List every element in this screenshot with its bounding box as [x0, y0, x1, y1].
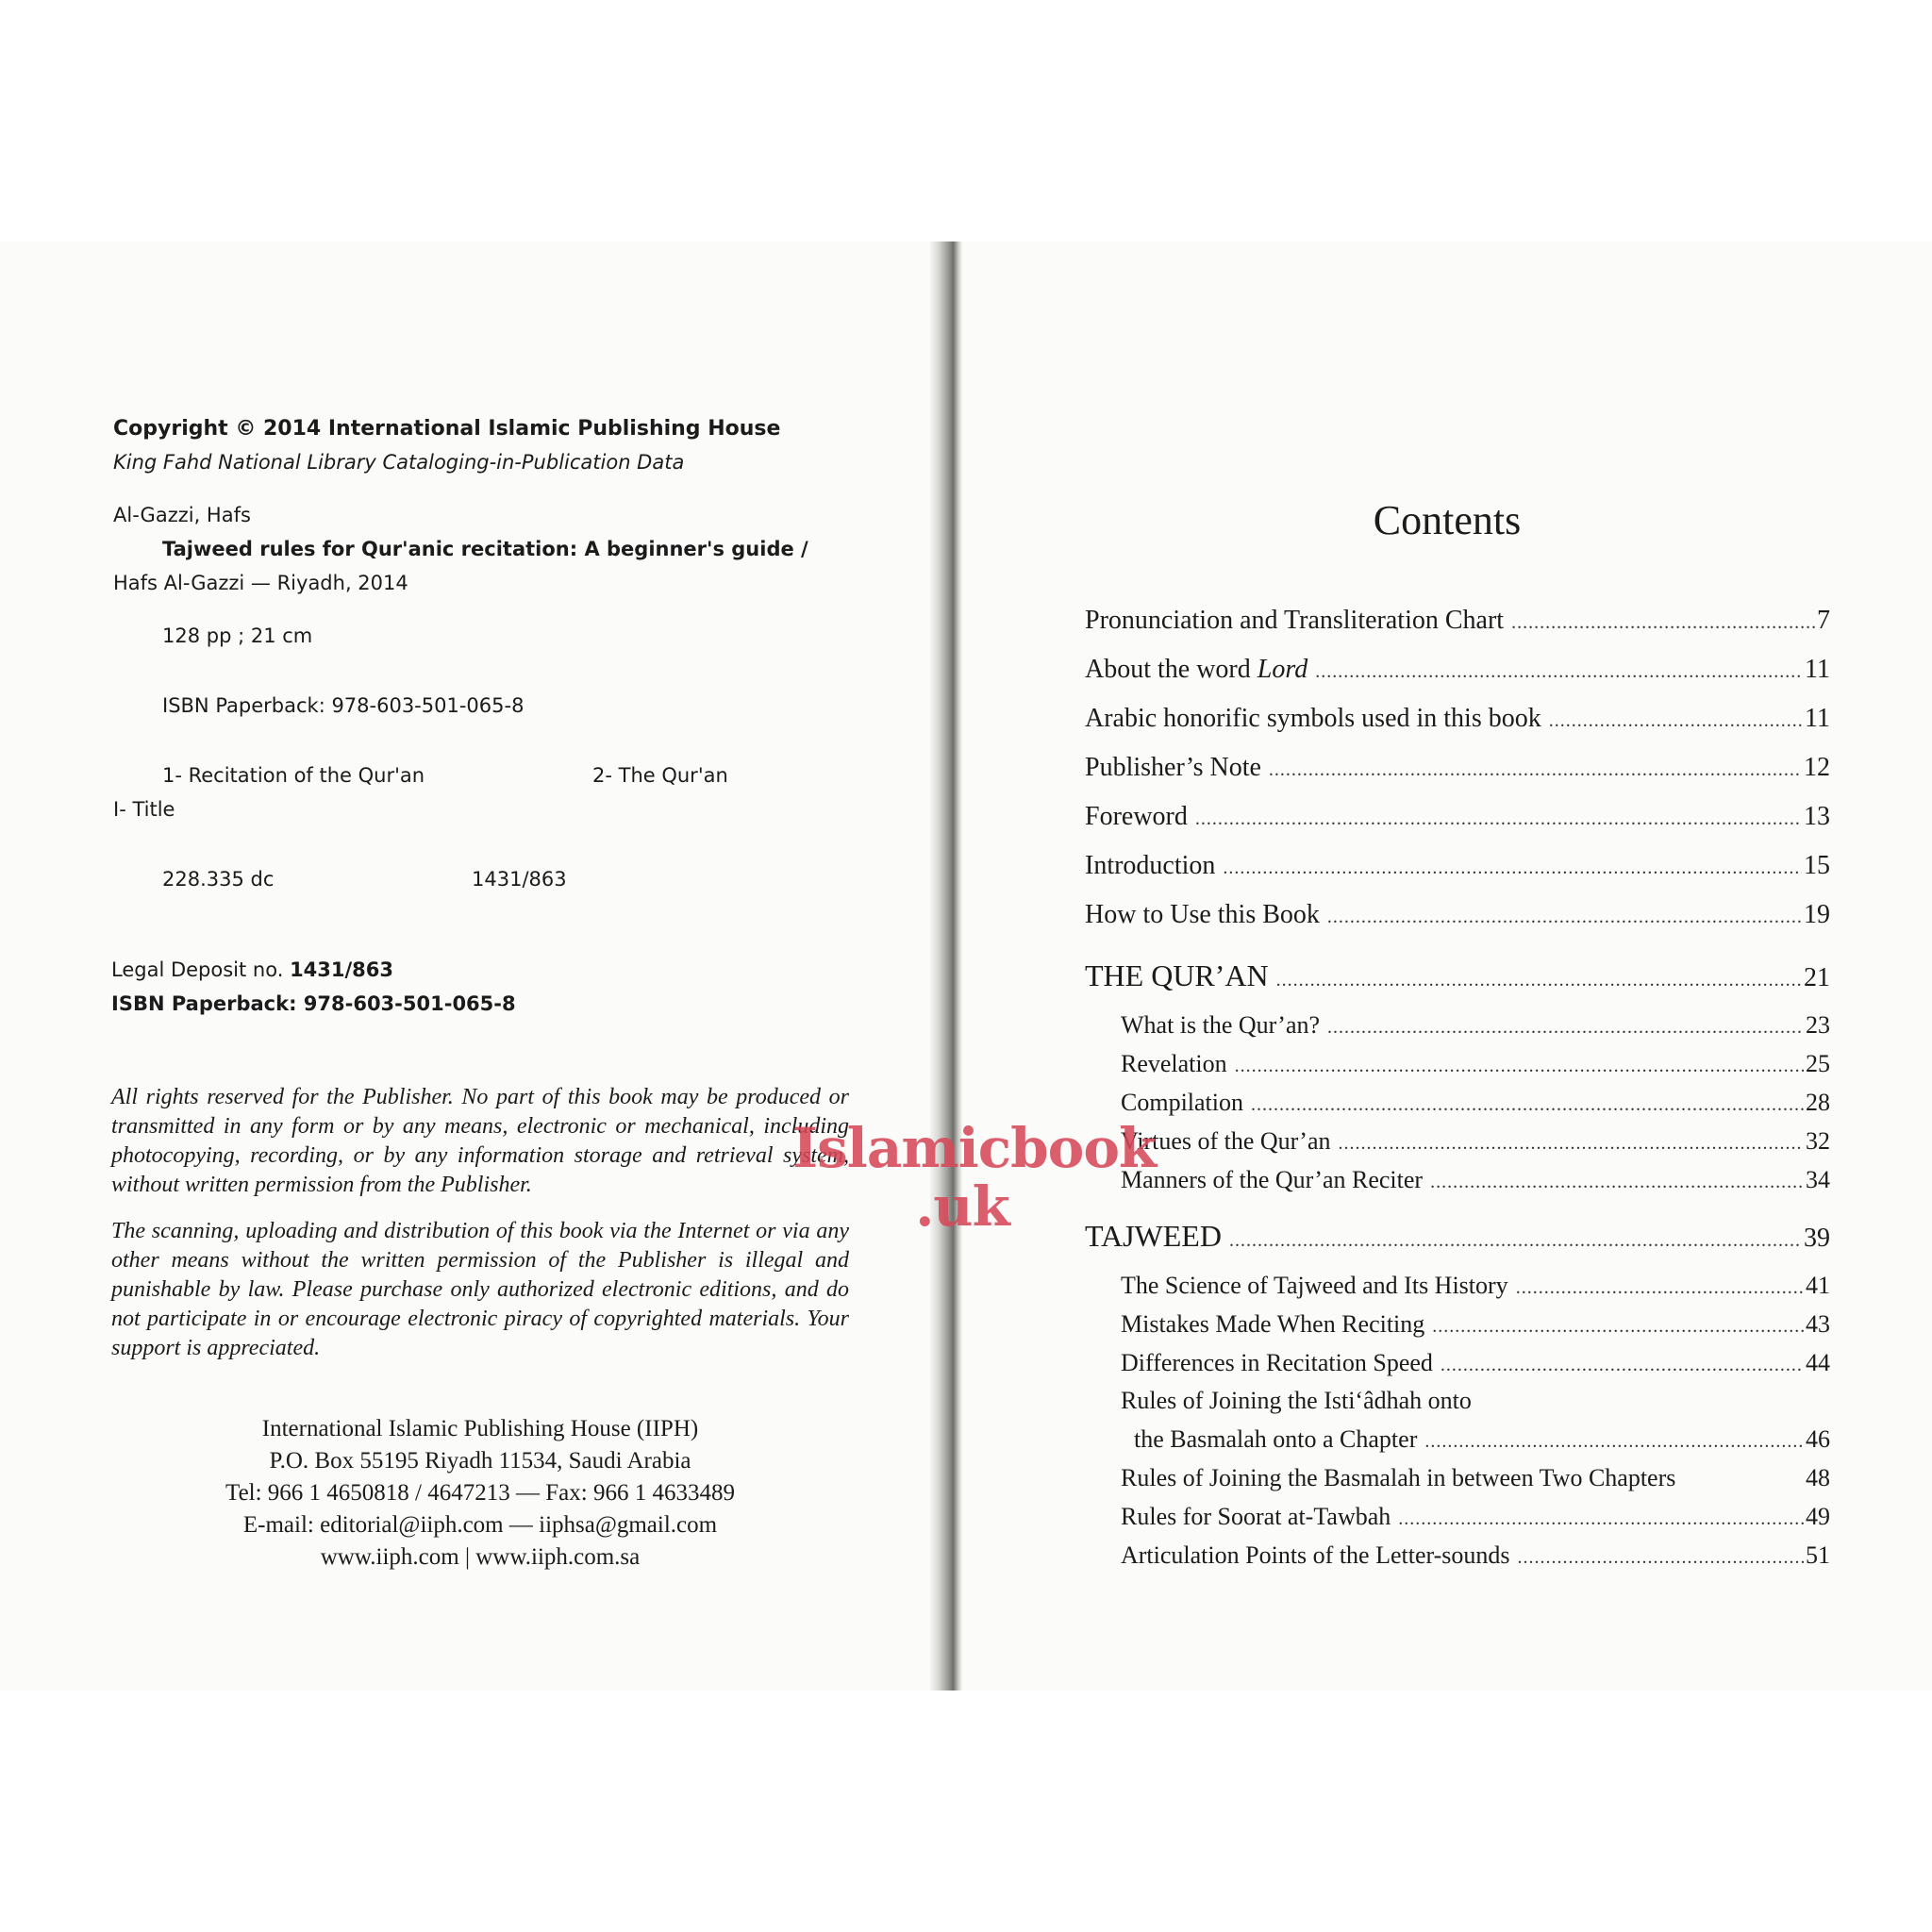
- classification: 228.335 dc: [162, 868, 275, 891]
- toc-subentry: [1121, 1349, 1830, 1377]
- isbn-bold: ISBN Paperback: 978-603-501-065-8: [111, 992, 516, 1015]
- toc-label: Revelation: [1121, 1050, 1227, 1077]
- toc-page: 12: [1804, 753, 1830, 782]
- toc-label: Pronunciation and Transliteration Chart: [1085, 606, 1505, 635]
- watermark-line2: .uk: [915, 1174, 1009, 1239]
- contents-title: Contents: [1373, 497, 1522, 543]
- toc-page: 51: [1806, 1541, 1830, 1569]
- toc-subentry: [1121, 1541, 1830, 1570]
- class-number: 1431/863: [472, 868, 567, 891]
- legal-deposit-value: 1431/863: [290, 958, 394, 981]
- subject-2: 2- The Qur'an: [592, 764, 728, 787]
- book-title-line: Tajweed rules for Qur'anic recitation: A beginner's guide /: [162, 538, 808, 560]
- toc-label: Compilation: [1121, 1089, 1243, 1116]
- copyright-line: Copyright © 2014 International Islamic Publishing House: [113, 417, 781, 441]
- toc-section-heading: [1085, 1219, 1830, 1254]
- toc-page: 19: [1804, 900, 1830, 929]
- toc-page: 39: [1804, 1224, 1830, 1253]
- toc-label: How to Use this Book: [1085, 900, 1320, 929]
- copyright-page: [0, 242, 930, 1690]
- toc-page: 7: [1817, 606, 1830, 635]
- toc-entry: [1085, 900, 1830, 930]
- watermark-line1: Islamicbook: [792, 1116, 1157, 1180]
- book-gutter: [930, 242, 962, 1690]
- toc-page: 49: [1806, 1503, 1830, 1530]
- toc-subentry: [1121, 1272, 1830, 1300]
- toc-label: THE QUR’AN: [1085, 958, 1269, 992]
- toc-entry: [1085, 704, 1830, 734]
- toc-section-heading: [1085, 958, 1830, 993]
- toc-subentry: [1121, 1011, 1830, 1040]
- title-entry: I- Title: [113, 798, 175, 821]
- toc-page: 11: [1805, 655, 1830, 684]
- toc-label: TAJWEED: [1085, 1219, 1222, 1253]
- toc-entry: [1085, 851, 1830, 881]
- toc-page: 32: [1806, 1127, 1830, 1155]
- toc-label: Mistakes Made When Reciting: [1121, 1310, 1425, 1338]
- subject-1: 1- Recitation of the Qur'an: [162, 764, 425, 787]
- author-line: Al-Gazzi, Hafs: [113, 504, 251, 526]
- toc-label: Differences in Recitation Speed: [1121, 1349, 1433, 1376]
- publisher-web: www.iiph.com | www.iiph.com.sa: [320, 1544, 641, 1570]
- toc-page: 23: [1806, 1011, 1830, 1039]
- toc-label: About the word Lord: [1085, 655, 1308, 684]
- toc-label: Rules for Soorat at-Tawbah: [1121, 1503, 1391, 1530]
- toc-entry: [1085, 606, 1830, 636]
- toc-subentry: [1121, 1310, 1830, 1339]
- toc-label: Arabic honorific symbols used in this book: [1085, 704, 1541, 733]
- publisher-email: E-mail: editorial@iiph.com — iiphsa@gmail.com: [242, 1512, 718, 1538]
- toc-label: Manners of the Qur’an Reciter: [1121, 1166, 1424, 1193]
- publisher-phone: Tel: 966 1 4650818 / 4647213 — Fax: 966 1 4633489: [225, 1480, 735, 1506]
- toc-label: Virtues of the Qur’an: [1121, 1127, 1331, 1155]
- publisher-name: International Islamic Publishing House (IIPH): [261, 1416, 699, 1441]
- toc-entry: [1085, 655, 1830, 685]
- toc-page: 44: [1806, 1349, 1830, 1376]
- toc-page: 21: [1804, 963, 1830, 992]
- publisher-address: P.O. Box 55195 Riyadh 11534, Saudi Arabia: [269, 1448, 691, 1474]
- toc-subentry: [1121, 1503, 1830, 1531]
- cataloging-line: King Fahd National Library Cataloging-in-Publication Data: [113, 451, 685, 474]
- toc-page: 11: [1805, 704, 1830, 733]
- contents-page: [962, 242, 1932, 1690]
- pages-size: 128 pp ; 21 cm: [162, 625, 313, 647]
- toc-subentry: [1121, 1089, 1830, 1117]
- toc-label: Introduction: [1085, 851, 1216, 880]
- toc-label: The Science of Tajweed and Its History: [1121, 1272, 1508, 1299]
- toc-label: the Basmalah onto a Chapter: [1134, 1425, 1418, 1453]
- isbn-line: ISBN Paperback: 978-603-501-065-8: [162, 694, 525, 717]
- toc-label: What is the Qur’an?: [1121, 1011, 1321, 1039]
- toc-subentry: [1121, 1050, 1830, 1078]
- toc-entry: [1085, 753, 1830, 783]
- toc-page: 15: [1804, 851, 1830, 880]
- toc-page: 25: [1806, 1050, 1830, 1077]
- legal-deposit-label: Legal Deposit no.: [111, 958, 291, 981]
- toc-label: Rules of Joining the Basmalah in between Two Chapters: [1121, 1464, 1676, 1491]
- piracy-paragraph: The scanning, uploading and distribution of this book via the Internet or via any other means without the written permission of the Publisher is illegal and punishable by law. Please purchase only authorized electronic editions, and do not participate in or encourage electronic piracy of copyrighted materials. Your support is appreciated.: [111, 1219, 849, 1360]
- toc-label: Articulation Points of the Letter-sounds: [1121, 1541, 1510, 1569]
- publisher-block: [111, 1413, 849, 1574]
- toc-subentry-line1: Rules of Joining the Isti‘âdhah onto: [1121, 1387, 1472, 1414]
- author-place-year: Hafs Al-Gazzi — Riyadh, 2014: [113, 572, 408, 594]
- toc-entry: [1085, 802, 1830, 832]
- toc-page: 43: [1806, 1310, 1830, 1338]
- toc-page: 28: [1806, 1089, 1830, 1116]
- toc-page: 46: [1806, 1425, 1830, 1453]
- toc-page: 48: [1806, 1464, 1830, 1491]
- toc-subentry: [1121, 1127, 1830, 1156]
- legal-deposit: [111, 958, 393, 981]
- toc-label: Foreword: [1085, 802, 1188, 831]
- watermark: [792, 1116, 1157, 1239]
- toc-page: 13: [1804, 802, 1830, 831]
- toc-subentry: [1121, 1464, 1830, 1492]
- rights-paragraph: All rights reserved for the Publisher. No part of this book may be produced or transmitted in any form or by any means, electronic or mechanical, including photocopying, recording, or by any information storage and retrieval system, without written permission from the Publisher.: [111, 1085, 849, 1197]
- toc-subentry: [1134, 1425, 1830, 1454]
- toc-label: Publisher’s Note: [1085, 753, 1261, 782]
- toc-subentry: [1121, 1166, 1830, 1194]
- toc-page: 41: [1806, 1272, 1830, 1299]
- book-spread: [0, 242, 1932, 1690]
- toc-page: 34: [1806, 1166, 1830, 1193]
